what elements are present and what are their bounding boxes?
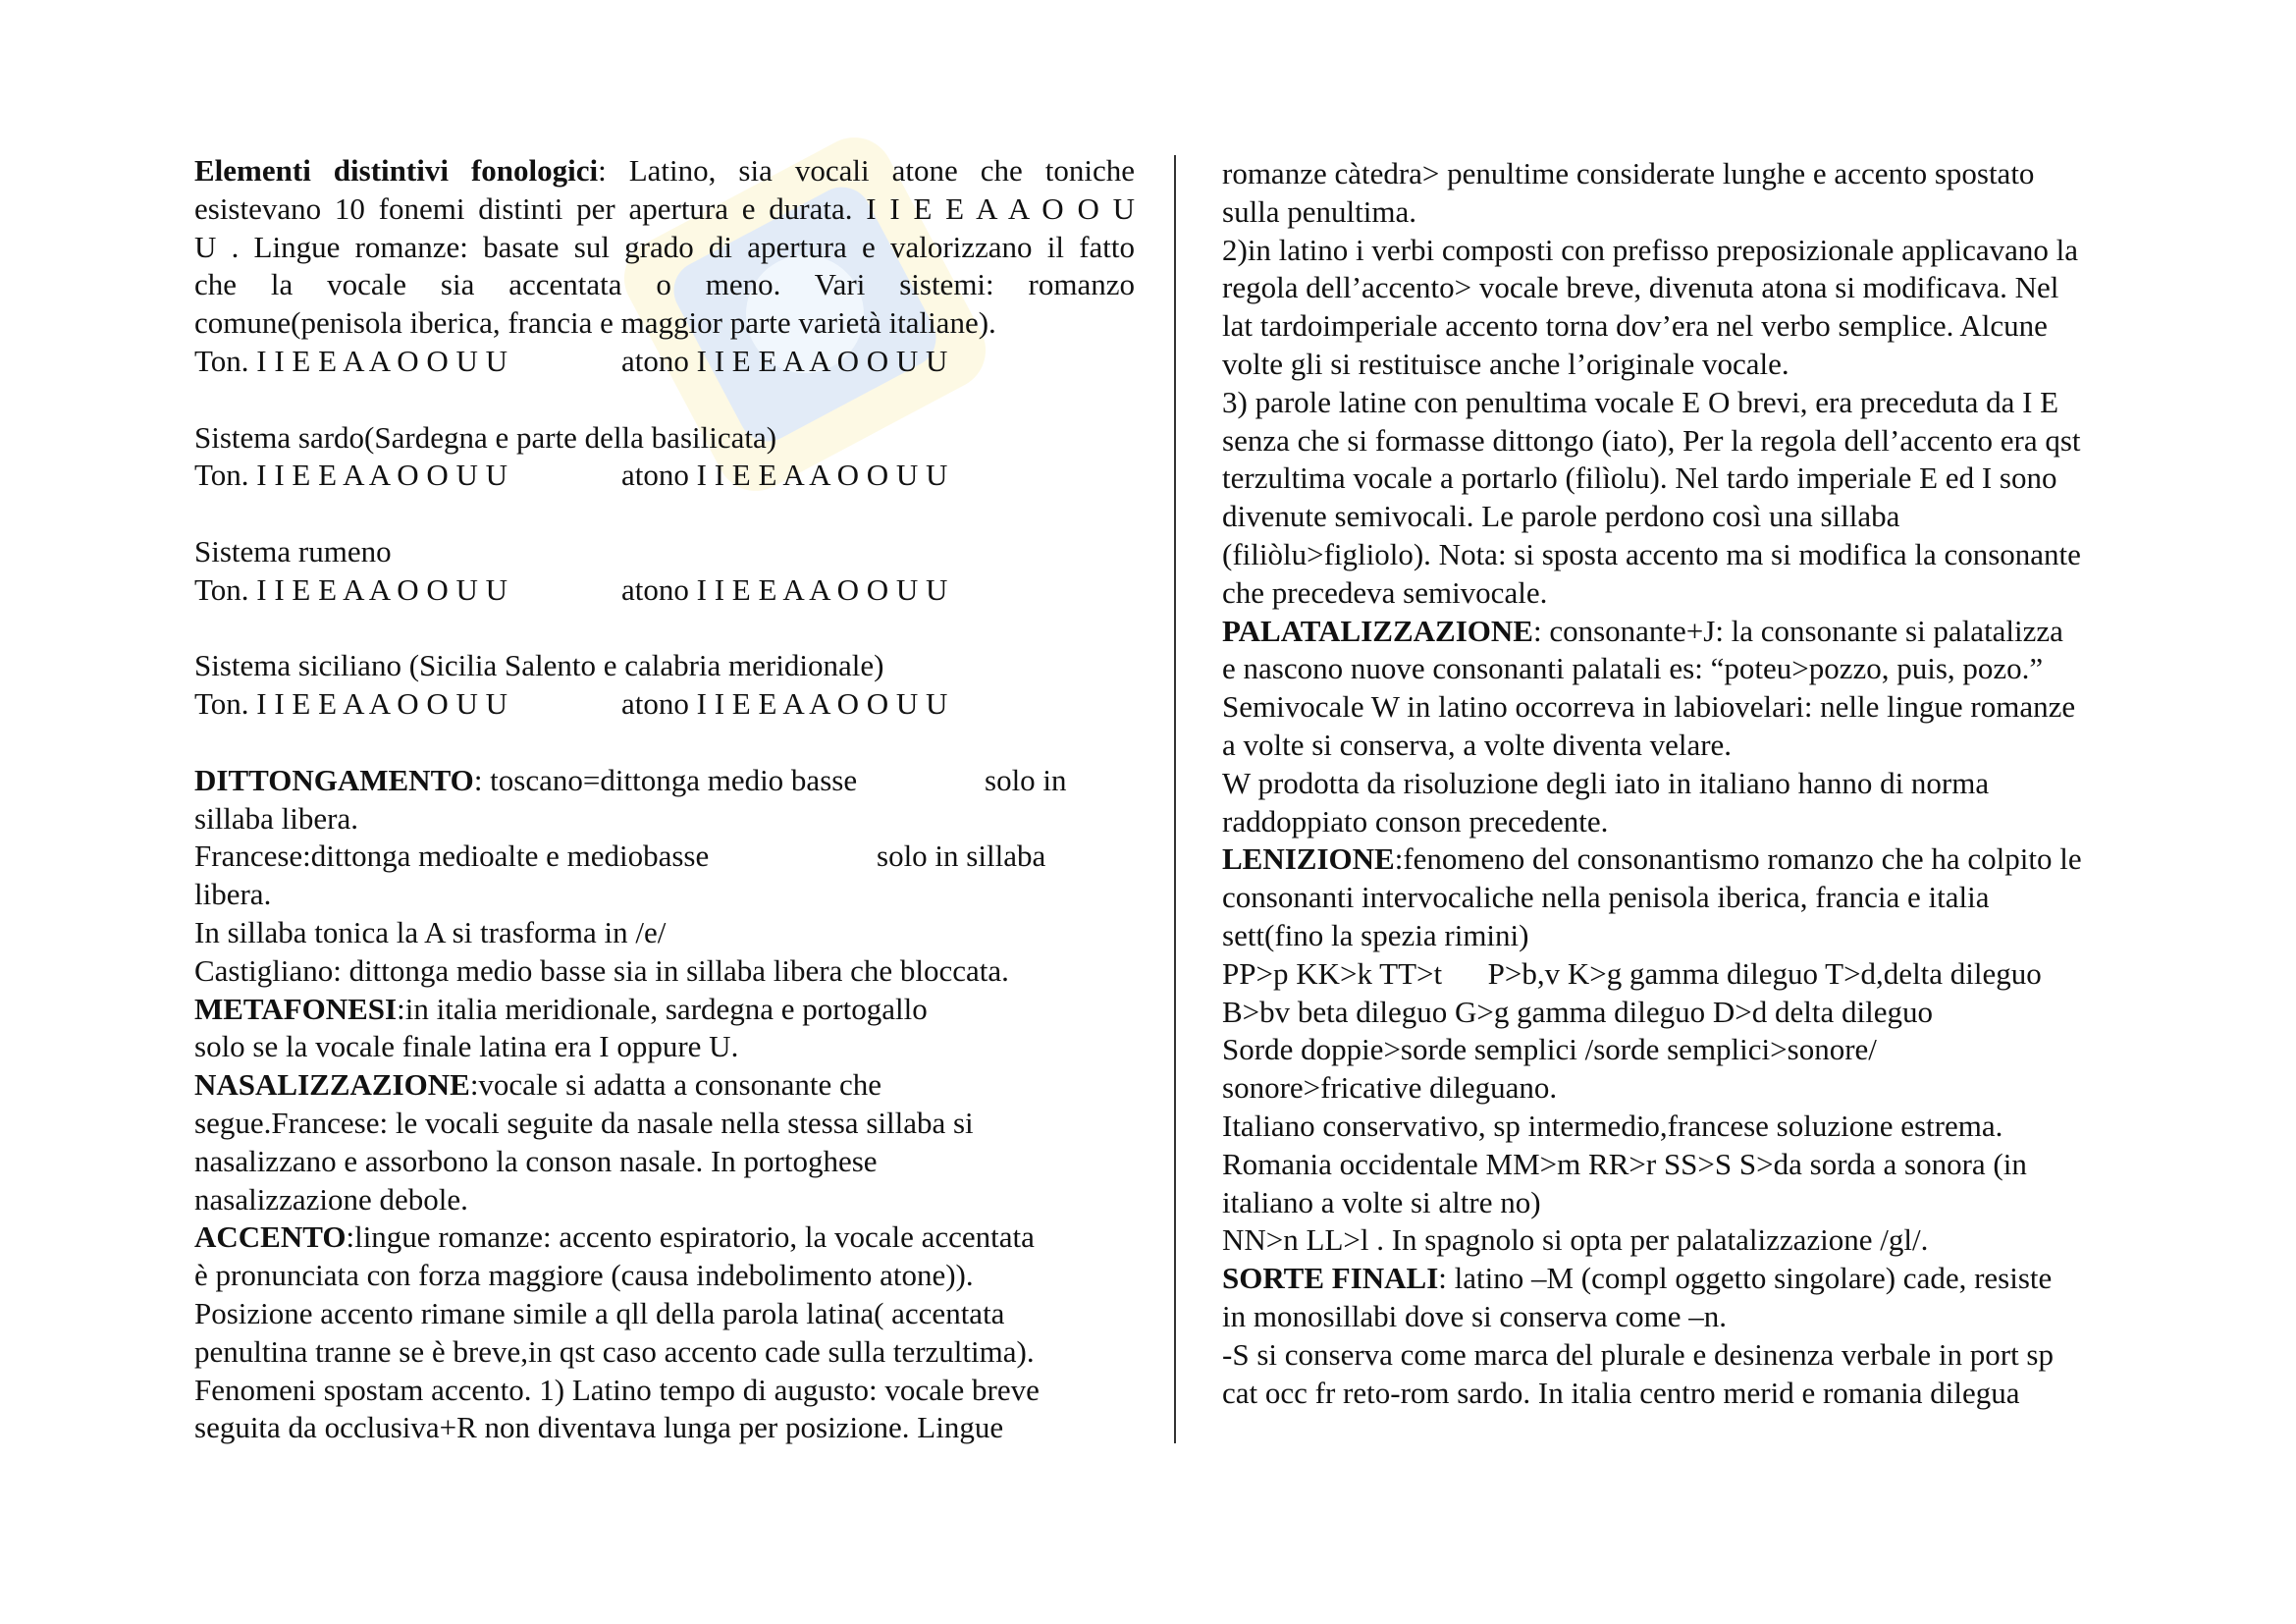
text-line: e nascono nuove consonanti palatali es: “poteu>pozzo, puis, pozo.”: [1222, 651, 2044, 686]
text-line: ACCENTO:lingue romanze: accento espiratorio, la vocale accentata: [194, 1219, 1035, 1255]
text-line: PALATALIZZAZIONE: consonante+J: la consonante si palatalizza: [1222, 613, 2063, 648]
text-line: Sorde doppie>sorde semplici /sorde semplici>sonore/: [1222, 1032, 1877, 1067]
text-line: consonanti intervocaliche nella penisola iberica, francia e italia: [1222, 880, 1990, 915]
section-heading: METAFONESI: [194, 991, 398, 1026]
text-line: cat occ fr reto-rom sardo. In italia centro merid e romania dilegua: [1222, 1375, 2020, 1410]
text-line: lat tardoimperiale accento torna dov’era nel verbo semplice. Alcune: [1222, 308, 2048, 344]
vowel-system-row: Ton. I I E E A A O O U U atono I I E E A A O O U U: [194, 571, 948, 607]
text-line: Posizione accento rimane simile a qll della parola latina( accentata: [194, 1295, 1005, 1330]
section-heading: PALATALIZZAZIONE: [1222, 613, 1533, 648]
text-line: sett(fino la spezia rimini): [1222, 917, 1529, 952]
text-line: libera.: [194, 877, 272, 912]
text-line: Semivocale W in latino occorreva in labiovelari: nelle lingue romanze: [1222, 689, 2076, 725]
text-line: DITTONGAMENTO: toscano=dittonga medio basse solo in: [194, 762, 1067, 797]
text-line: SORTE FINALI: latino –M (compl oggetto singolare) cade, resiste: [1222, 1261, 2053, 1296]
text-line: terzultima vocale a portarlo (filìolu). Nel tardo imperiale E ed I sono: [1222, 460, 2057, 496]
vowel-system-row: Ton. I I E E A A O O U U atono I I E E A A O O U U: [194, 458, 948, 493]
text-line: comune(penisola iberica, francia e maggior parte varietà italiane).: [194, 305, 996, 341]
text-line: nasalizzano e assorbono la conson nasale. In portoghese: [194, 1143, 878, 1178]
text-line: nasalizzazione debole.: [194, 1181, 468, 1217]
text-line: divenute semivocali. Le parole perdono così una sillaba: [1222, 499, 1900, 534]
text-line: NASALIZZAZIONE:vocale si adatta a consonante che: [194, 1067, 881, 1103]
text-line: Elementi distintivi fonologici: Latino, sia vocali atone che toniche: [194, 153, 1135, 188]
section-heading: NASALIZZAZIONE: [194, 1067, 470, 1103]
text-line: B>bv beta dileguo G>g gamma dileguo D>d delta dileguo: [1222, 994, 1933, 1029]
text-line: Romania occidentale MM>m RR>r SS>S S>da sorda a sonora (in: [1222, 1146, 2027, 1181]
left-column: [194, 152, 1135, 1447]
system-title: Sistema rumeno: [194, 533, 392, 568]
text-line: che la vocale sia accentata o meno. Vari sistemi: romanzo: [194, 267, 1135, 302]
right-column: [1222, 155, 2157, 1412]
system-title: Sistema sardo(Sardegna e parte della basilicata): [194, 419, 777, 455]
text-line: W prodotta da risoluzione degli iato in italiano hanno di norma: [1222, 765, 1990, 800]
system-title: Sistema siciliano (Sicilia Salento e calabria meridionale): [194, 648, 884, 683]
text-line: è pronunciata con forza maggiore (causa indebolimento atone)).: [194, 1258, 974, 1293]
text-line: Italiano conservativo, sp intermedio,francese soluzione estrema.: [1222, 1108, 2003, 1143]
text-line: volte gli si restituisce anche l’originale vocale.: [1222, 346, 1789, 381]
text-line: seguita da occlusiva+R non diventava lunga per posizione. Lingue: [194, 1410, 1004, 1445]
section-heading: ACCENTO: [194, 1219, 347, 1255]
text-line: penultina tranne se è breve,in qst caso accento cade sulla terzultima).: [194, 1333, 1035, 1369]
text-line: In sillaba tonica la A si trasforma in /e/: [194, 914, 667, 949]
section-heading: DITTONGAMENTO: [194, 762, 474, 797]
text-line: regola dell’accento> vocale breve, divenuta atona si modificava. Nel: [1222, 270, 2059, 305]
text-line: PP>p KK>k TT>t P>b,v K>g gamma dileguo T>d,delta dileguo: [1222, 955, 2042, 991]
text-line: (filiòlu>figliolo). Nota: si sposta accento ma si modifica la consonante: [1222, 536, 2081, 571]
section-heading: LENIZIONE: [1222, 841, 1395, 877]
text-line: -S si conserva come marca del plurale e desinenza verbale in port sp: [1222, 1336, 2054, 1372]
text-line: a volte si conserva, a volte diventa velare.: [1222, 727, 1733, 762]
text-line: 2)in latino i verbi composti con prefisso preposizionale applicavano la: [1222, 232, 2079, 267]
vowel-system-row: Ton. I I E E A A O O U U atono I I E E A A O O U U: [194, 686, 948, 722]
text-line: 3) parole latine con penultima vocale E O brevi, era preceduta da I E: [1222, 384, 2059, 419]
text-line: Castigliano: dittonga medio basse sia in sillaba libera che bloccata.: [194, 952, 1009, 988]
text-line: Fenomeni spostam accento. 1) Latino tempo di augusto: vocale breve: [194, 1372, 1040, 1407]
text-line: LENIZIONE:fenomeno del consonantismo romanzo che ha colpito le: [1222, 841, 2082, 877]
text-line: sonore>fricative dileguano.: [1222, 1070, 1558, 1106]
text-line: sillaba libera.: [194, 800, 358, 836]
text-line: sulla penultima.: [1222, 193, 1417, 229]
text-line: U . Lingue romanze: basate sul grado di apertura e valorizzano il fatto: [194, 229, 1135, 264]
text-line: che precedeva semivocale.: [1222, 574, 1548, 610]
text-line: Francese:dittonga medioalte e mediobasse solo in sillaba: [194, 839, 1046, 874]
section-heading: SORTE FINALI: [1222, 1261, 1439, 1296]
text-line: solo se la vocale finale latina era I oppure U.: [194, 1029, 739, 1064]
text-line: romanze càtedra> penultime considerate lunghe e accento spostato: [1222, 156, 2035, 190]
vowel-system-row: Ton. I I E E A A O O U U atono I I E E A A O O U U: [194, 343, 948, 378]
text-line: METAFONESI:in italia meridionale, sardegna e portogallo: [194, 991, 928, 1026]
text-line: NN>n LL>l . In spagnolo si opta per palatalizzazione /gl/.: [1222, 1222, 1929, 1258]
section-heading: Elementi distintivi fonologici: [194, 153, 599, 188]
text-line: esistevano 10 fonemi distinti per apertura e durata. I I E E A A O O U: [194, 190, 1135, 226]
text-line: in monosillabi dove si conserva come –n.: [1222, 1298, 1727, 1333]
text-line: segue.Francese: le vocali seguite da nasale nella stessa sillaba si: [194, 1105, 974, 1140]
text-line: italiano a volte si altre no): [1222, 1184, 1541, 1219]
text-line: raddoppiato conson precedente.: [1222, 803, 1609, 839]
text-line: senza che si formasse dittongo (iato), Per la regola dell’accento era qst: [1222, 422, 2081, 458]
column-divider: [1174, 155, 1176, 1443]
